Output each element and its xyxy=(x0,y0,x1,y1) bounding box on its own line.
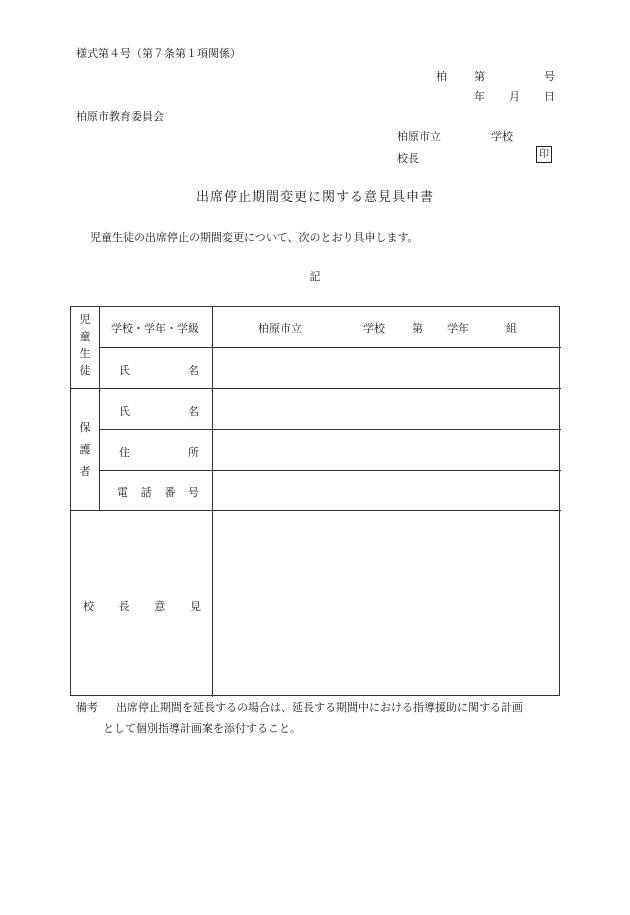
label-char: 話 xyxy=(140,486,152,499)
student-school-city: 柏原市立 xyxy=(258,322,302,335)
guardian-group-label xyxy=(71,417,99,483)
label-char: 住 xyxy=(119,446,130,459)
student-grade: 学年 xyxy=(447,322,469,335)
label-char: 名 xyxy=(188,364,199,377)
form-number: 様式第４号（第７条第１項関係） xyxy=(76,47,241,60)
date-month-label: 月 xyxy=(509,90,520,103)
guardian-name-label xyxy=(119,403,199,419)
student-group-char: 徒 xyxy=(79,364,91,377)
guardian-address-label xyxy=(119,444,199,460)
ki-mark: 記 xyxy=(309,270,321,283)
doc-number-prefix: 柏 xyxy=(436,70,447,83)
label-char: 意 xyxy=(154,600,166,613)
date-year-label: 年 xyxy=(474,90,485,103)
student-school-label: 学校・学年・学級 xyxy=(111,322,199,335)
label-char: 校 xyxy=(83,600,94,613)
remarks-label: 備考 xyxy=(76,701,98,714)
label-char: 号 xyxy=(187,486,199,499)
intro-text: 児童生徒の出席停止の期間変更について、次のとおり具申します。 xyxy=(90,231,419,244)
guardian-name-field[interactable] xyxy=(213,389,560,429)
student-name-label xyxy=(119,362,199,378)
remarks-line-2: として個別指導計画案を添付すること。 xyxy=(103,722,301,735)
addressee: 柏原市教育委員会 xyxy=(76,110,164,123)
document-title: 出席停止期間変更に関する意見具申書 xyxy=(195,190,434,205)
label-char: 番 xyxy=(164,486,176,499)
student-dai: 第 xyxy=(412,322,423,335)
remarks-line-1: 出席停止期間を延長するの場合は、延長する期間中における指導援助に関する計画 xyxy=(116,701,523,714)
student-school-word: 学校 xyxy=(363,322,385,335)
student-group-char: 童 xyxy=(79,330,91,343)
label-char: 氏 xyxy=(119,364,130,377)
guardian-address-field[interactable] xyxy=(213,430,560,470)
student-group-char: 生 xyxy=(79,347,91,360)
guardian-phone-field[interactable] xyxy=(213,471,560,510)
student-class: 組 xyxy=(506,322,517,335)
principal-opinion-field[interactable] xyxy=(213,511,560,696)
guardian-group-char: 者 xyxy=(79,465,91,478)
guardian-group-char: 護 xyxy=(79,443,91,456)
principal-opinion-label xyxy=(83,598,201,614)
student-group-char: 児 xyxy=(79,313,91,326)
label-char: 氏 xyxy=(119,405,130,418)
label-char: 見 xyxy=(189,600,201,613)
principal-label: 校長 xyxy=(397,152,419,165)
school-city-label: 柏原市立 xyxy=(397,130,441,143)
label-char: 長 xyxy=(118,600,130,613)
date-day-label: 日 xyxy=(544,90,555,103)
opinion-table xyxy=(70,306,560,696)
doc-number-dai: 第 xyxy=(474,70,485,83)
seal-mark: 印 xyxy=(536,146,552,163)
student-group-label xyxy=(71,311,99,379)
doc-number-go: 号 xyxy=(544,70,555,83)
guardian-phone-label xyxy=(117,484,199,500)
student-name-field[interactable] xyxy=(213,348,560,388)
label-char: 名 xyxy=(188,405,199,418)
label-char: 電 xyxy=(117,486,128,499)
label-char: 所 xyxy=(188,446,199,459)
school-word-label: 学校 xyxy=(491,130,513,143)
guardian-group-char: 保 xyxy=(79,421,91,434)
